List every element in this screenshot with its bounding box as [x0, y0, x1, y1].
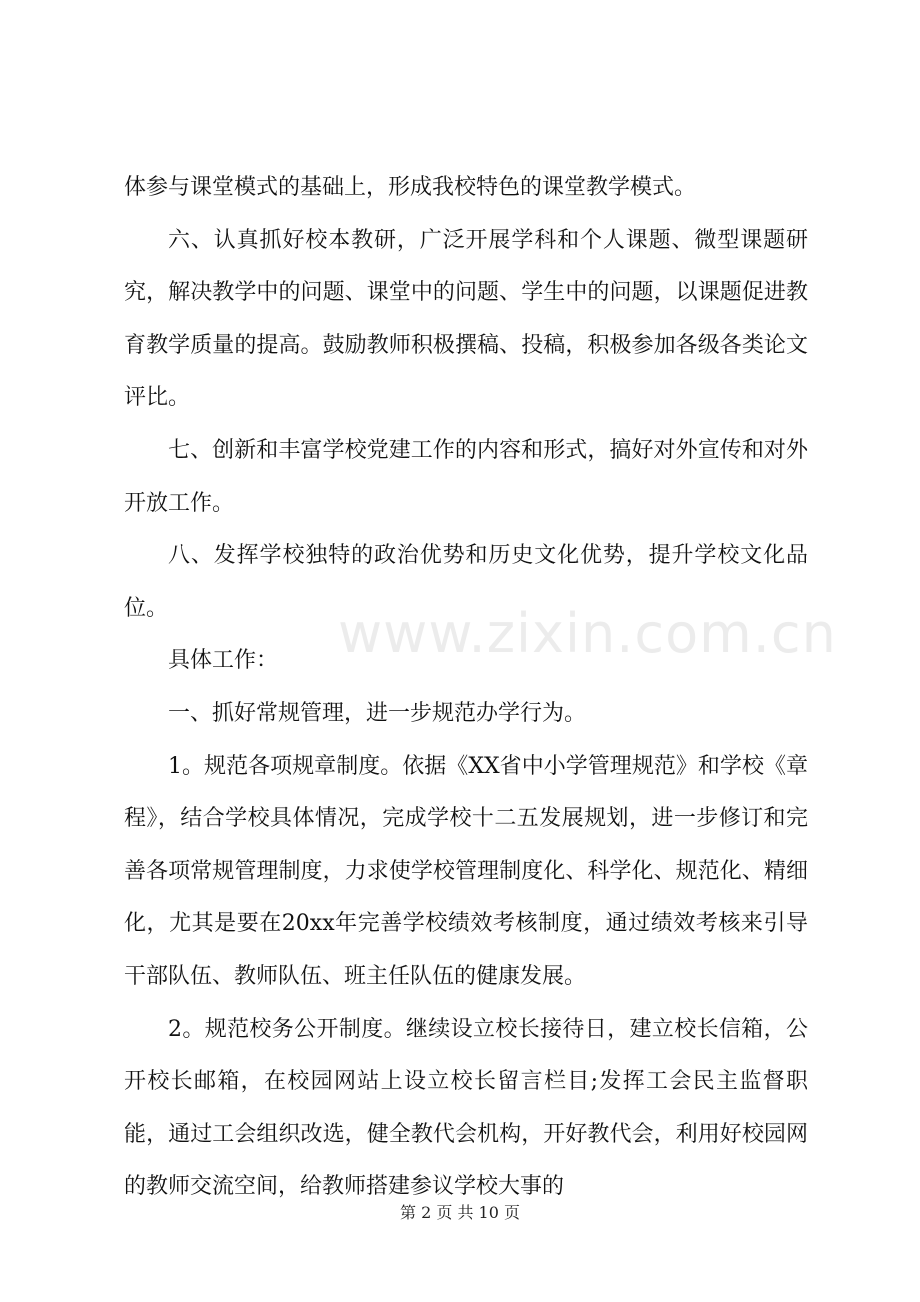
subsection-heading-1: 一、抓好常规管理，进一步规范办学行为。: [168, 700, 587, 726]
watermark: www.zixin.com.cn: [338, 602, 837, 665]
page-footer: 第 2 页 共 10 页: [400, 1203, 520, 1222]
document-body: [124, 162, 808, 1214]
paragraph-item-6: 六、认真抓好校本教研，广泛开展学科和个人课题、微型课题研究，解决教学中的问题、课堂中的问题、学生中的问题，以课题促进教育教学质量的提高。鼓励教师积极撰稿、投稿，积极参加各级各类论文评比。: [124, 227, 808, 411]
paragraph-point-2: 2。规范校务公开制度。继续设立校长接待日，建立校长信箱，公开校长邮箱，在校园网站上设立校长留言栏目;发挥工会民主监督职能，通过工会组织改选，健全教代会机构，开好教代会，利用好校园网的教师交流空间，给教师搭建参议学校大事的: [124, 1016, 808, 1200]
paragraph-continuation: 体参与课堂模式的基础上，形成我校特色的课堂教学模式。: [124, 175, 697, 200]
paragraph-point-1: 1。规范各项规章制度。依据《XX省中小学管理规范》和学校《章程》，结合学校具体情况，完成学校十二五发展规划，进一步修订和完善各项常规管理制度，力求使学校管理制度化、科学化、规范化、精细化，尤其是要在20xx年完善学校绩效考核制度，通过绩效考核来引导干部队伍、教师队伍、班主任队伍的健康发展。: [124, 753, 808, 989]
section-heading-specific-work: 具体工作：: [168, 648, 279, 674]
paragraph-item-8: 八、发挥学校独特的政治优势和历史文化优势，提升学校文化品位。: [124, 543, 808, 621]
paragraph-item-7: 七、创新和丰富学校党建工作的内容和形式，搞好对外宣传和对外开放工作。: [124, 437, 808, 516]
